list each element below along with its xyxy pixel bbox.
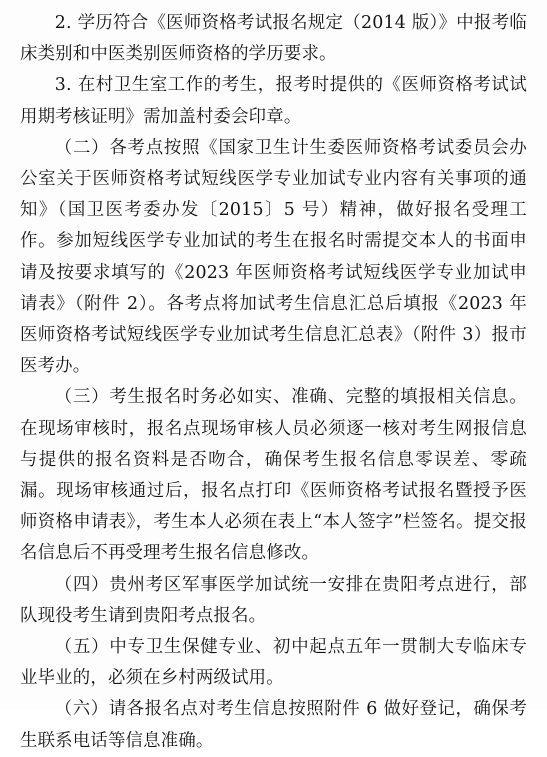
paragraph-village-clinic-proof: 3. 在村卫生室工作的考生，报考时提供的《医师资格考试试用期考核证明》需加盖村委会印章。 [20,75,527,127]
paragraph-section-4-military-medicine: （四）贵州考区军事医学加试统一安排在贵阳考点进行，部队现役考生请到贵阳考点报名。 [20,574,527,626]
paragraph-section-3-information-accuracy: （三）考生报名时务必如实、准确、完整的填报相关信息。在现场审核时，报名点现场审核人员必须逐一核对考生网报信息与提供的报名资料是否吻合，确保考生报名信息零误差、零疏漏。现场审核通过后，报名点打印《医师资格考试报名暨授予医师资格申请表》，考生本人必须在表上“本人签字”栏签名。提交报名信息后不再受理考生报名信息修改。 [20,387,527,564]
paragraph-section-2-additional-exam: （二）各考点按照《国家卫生计生委医师资格考试委员会办公室关于医师资格考试短线医学专业加试专业内容有关事项的通知》（国卫医考委办发〔2015〕5 号）精神，做好报名受理工作。参加短线医学专业加试的考生在报名时需提交本人的书面申请及按要求填写的《2023 年医师资格考试短线医学专业加试申请表》（附件 2）。各考点将加试考生信息汇总后填报《2023 年医师资格考试短线医学专业加试考生信息汇总表》（附件 3）报市医考办。 [20,137,527,377]
paragraph-section-5-rural-trial: （五）中专卫生保健专业、初中起点五年一贯制大专临床专业毕业的，必须在乡村两级试用。 [20,637,527,689]
paragraph-section-6-registration: （六）请各报名点对考生信息按照附件 6 做好登记，确保考生联系电话等信息准确。 [20,699,527,751]
paragraph-education-requirement: 2. 学历符合《医师资格考试报名规定（2014 版）》中报考临床类别和中医类别医师资格的学历要求。 [20,13,527,65]
